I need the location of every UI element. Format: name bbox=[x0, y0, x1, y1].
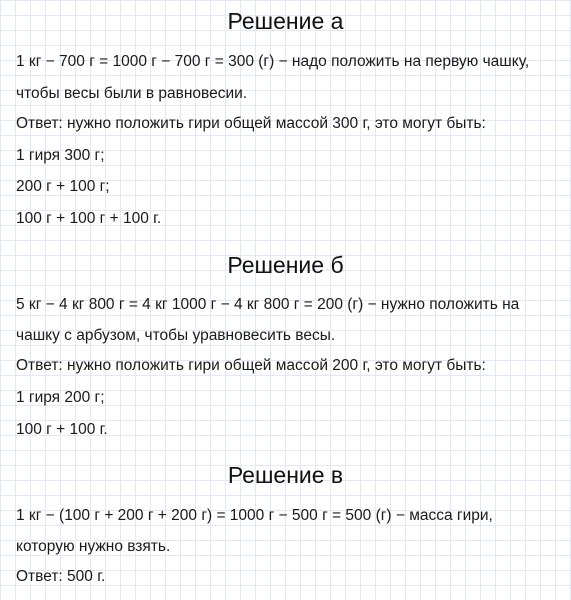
section-c-heading: Решение в bbox=[227, 462, 344, 488]
section-b-line-2: чашку с арбузом, чтобы уравновесить весы. bbox=[16, 327, 336, 344]
section-b-option-1: 1 гиря 200 г; bbox=[16, 389, 105, 406]
section-b-option-2: 100 г + 100 г. bbox=[16, 421, 108, 438]
section-a-heading: Решение а bbox=[227, 8, 344, 34]
section-b-answer: Ответ: нужно положить гири общей массой 200 г, это могут быть: bbox=[16, 357, 486, 374]
section-c-line-1: 1 кг − (100 г + 200 г + 200 г) = 1000 г − 500 г = 500 (г) − масса гири, bbox=[16, 507, 493, 524]
section-a-answer: Ответ: нужно положить гири общей массой 300 г, это могут быть: bbox=[16, 115, 486, 132]
section-b-heading: Решение б bbox=[227, 252, 344, 278]
section-a-line-1: 1 кг − 700 г = 1000 г − 700 г = 300 (г) − надо положить на первую чашку, bbox=[16, 53, 530, 70]
section-a-option-3: 100 г + 100 г + 100 г. bbox=[16, 210, 162, 227]
section-c-line-2: которую нужно взять. bbox=[16, 538, 171, 555]
section-a-option-1: 1 гиря 300 г; bbox=[16, 147, 105, 164]
section-a-option-2: 200 г + 100 г; bbox=[16, 178, 110, 195]
section-c-answer: Ответ: 500 г. bbox=[16, 568, 106, 585]
section-b-line-1: 5 кг − 4 кг 800 г = 4 кг 1000 г − 4 кг 800 г = 200 (г) − нужно положить на bbox=[16, 296, 520, 313]
section-a-line-2: чтобы весы были в равновесии. bbox=[16, 85, 248, 102]
